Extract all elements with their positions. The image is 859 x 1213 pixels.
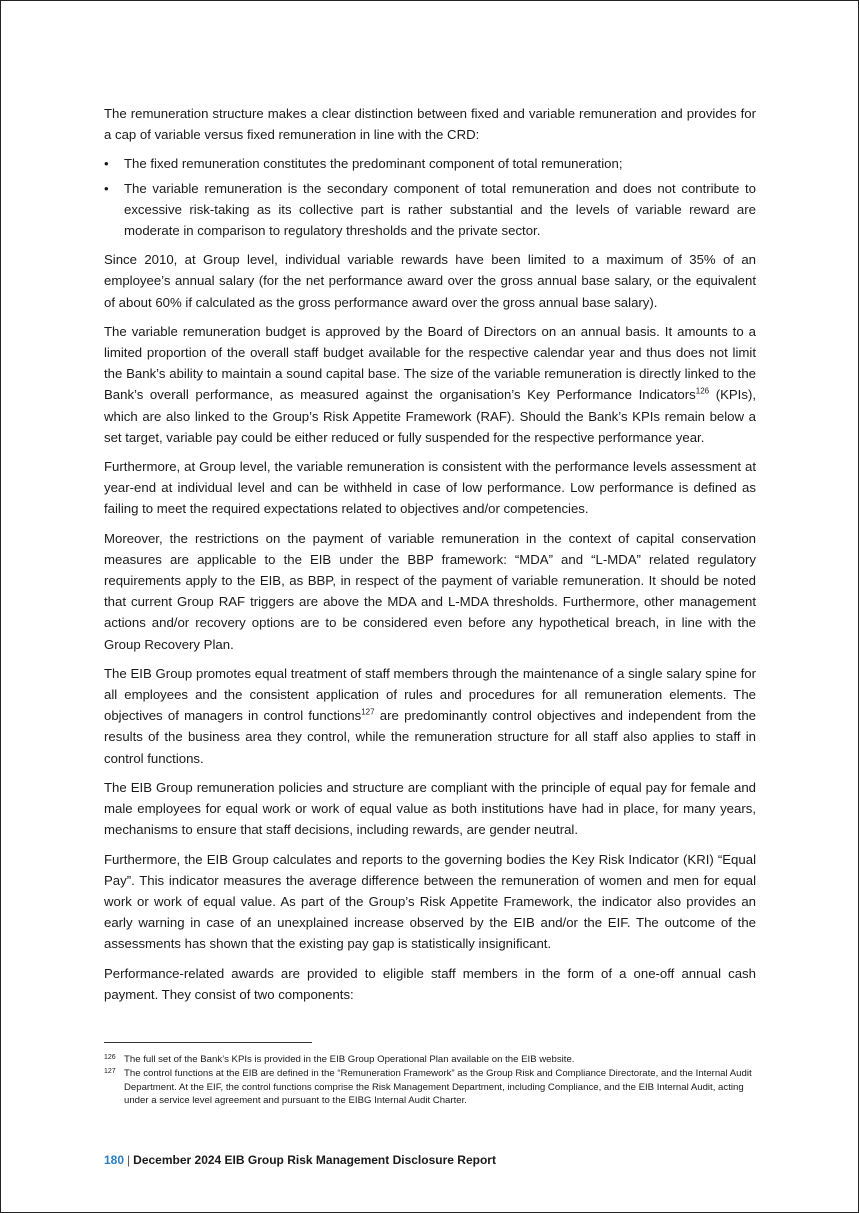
paragraph-text: The EIB Group promotes equal treatment of staff members through the maintenance of a single salary spine for all employees and the consistent application of rules and procedures for all remuneration elements. The objectives of managers in control functions	[104, 665, 756, 724]
paragraph-variable-reward-cap: Since 2010, at Group level, individual variable rewards have been limited to a maximum of 35% of an employee’s annual salary (for the net performance award over the gross annual base salary, or the equivalent of about 60% if calculated as the gross performance award over the gross annual base salary).	[104, 252, 756, 310]
paragraph-variable-budget	[104, 321, 756, 448]
paragraph-performance-awards: Performance-related awards are provided to eligible staff members in the form of a one-off annual cash payment. They consist of two components:	[104, 965, 756, 1002]
paragraph-equal-treatment	[104, 663, 756, 769]
footnote-reference[interactable]: 126	[695, 387, 710, 397]
bullet-text: The fixed remuneration constitutes the predominant component of total remuneration;	[124, 156, 623, 172]
list-item	[104, 178, 756, 242]
paragraph-text: The variable remuneration budget is approved by the Board of Directors on an annual basis. It amounts to a limited proportion of the overall staff budget available for the respective calendar year and thus does not limit the Bank’s ability to maintain a sound capital base. The size of the variable remuneration is directly linked to the Bank’s overall performance, as measured against the organisation’s Key Performance Indicators	[104, 323, 756, 403]
footnote-number: 126	[104, 1054, 116, 1061]
paragraph-capital-conservation: Moreover, the restrictions on the payment of variable remuneration in the context of capital conservation measures are applicable to the EIB under the BBP framework: “MDA” and “L-MDA” related regulatory requirements apply to the EIB, as BBP, in respect of the payment of variable remuneration. It should be noted that current Group RAF triggers are above the MDA and L-MDA thresholds. Furthermore, other management actions and/or recovery options are to be considered even before any hypothetical breach, in line with the Group Recovery Plan.	[104, 530, 756, 652]
paragraph-remuneration-structure: The remuneration structure makes a clear distinction between fixed and variable remuneration and provides for a cap of variable versus fixed remuneration in line with the CRD:	[104, 106, 756, 143]
footnote-number: 127	[104, 1068, 116, 1076]
list-item	[104, 153, 756, 174]
page-number: 180	[104, 1153, 125, 1167]
footnotes	[104, 1053, 756, 1109]
footnote-126	[104, 1053, 756, 1066]
footnote-divider	[104, 1042, 312, 1043]
bullet-icon: •	[104, 180, 109, 196]
paragraph-text: are predominantly control objectives and independent from the results of the business area they control, while the remuneration structure for all staff also applies to staff in control functions.	[104, 708, 756, 766]
footer-separator: |	[127, 1153, 131, 1167]
footnote-text: The full set of the Bank’s KPIs is provided in the EIB Group Operational Plan available on the EIB website.	[124, 1054, 575, 1065]
bullet-icon: •	[104, 156, 109, 172]
page-footer	[104, 1153, 496, 1167]
paragraph-text: (KPIs), which are also linked to the Group’s Risk Appetite Framework (RAF). Should the Bank’s KPIs remain below a set target, variable pay could be either reduced or fully suspended for the respective performance year.	[104, 387, 756, 445]
footnote-text: The control functions at the EIB are defined in the “Remuneration Framework” as the Group Risk and Compliance Directorate, and the Internal Audit Department. At the EIF, the control functions comprise the Risk Management Department, including Compliance, and the EIB Internal Audit, acting under a service level agreement and pursuant to the EIBG Internal Audit Charter.	[124, 1068, 752, 1107]
footnote-127	[104, 1067, 756, 1107]
paragraph-equal-pay: The EIB Group remuneration policies and structure are compliant with the principle of equal pay for female and male employees for equal work or work of equal value as both institutions have had in place, for many years, mechanisms to ensure that staff decisions, including rewards, are gender neutral.	[104, 779, 756, 838]
paragraph-kri-equal-pay: Furthermore, the EIB Group calculates and reports to the governing bodies the Key Risk Indicator (KRI) “Equal Pay”. This indicator measures the average difference between the remuneration of women and men for equal work or work of equal value. As part of the Group’s Risk Appetite Framework, the indicator also provides an early warning in case of an unexplained increase observed by the EIB and/or the EIF. The outcome of the assessments has shown that the existing pay gap is statistically insignificant.	[104, 851, 756, 952]
body-text	[104, 103, 756, 1013]
paragraph-performance-levels: Furthermore, at Group level, the variable remuneration is consistent with the performance levels assessment at year-end at individual level and can be withheld in case of low performance. Low performance is defined as failing to meet the required expectations related to objectives and/or competencies.	[104, 459, 756, 517]
bullet-text: The variable remuneration is the secondary component of total remuneration and does not contribute to excessive risk-taking as its collective part is rather substantial and the levels of variable reward are moderate in comparison to regulatory thresholds and the private sector.	[124, 180, 756, 239]
report-title: December 2024 EIB Group Risk Management Disclosure Report	[133, 1153, 496, 1167]
footnote-reference[interactable]: 127	[361, 707, 375, 717]
bullet-list	[104, 153, 756, 241]
